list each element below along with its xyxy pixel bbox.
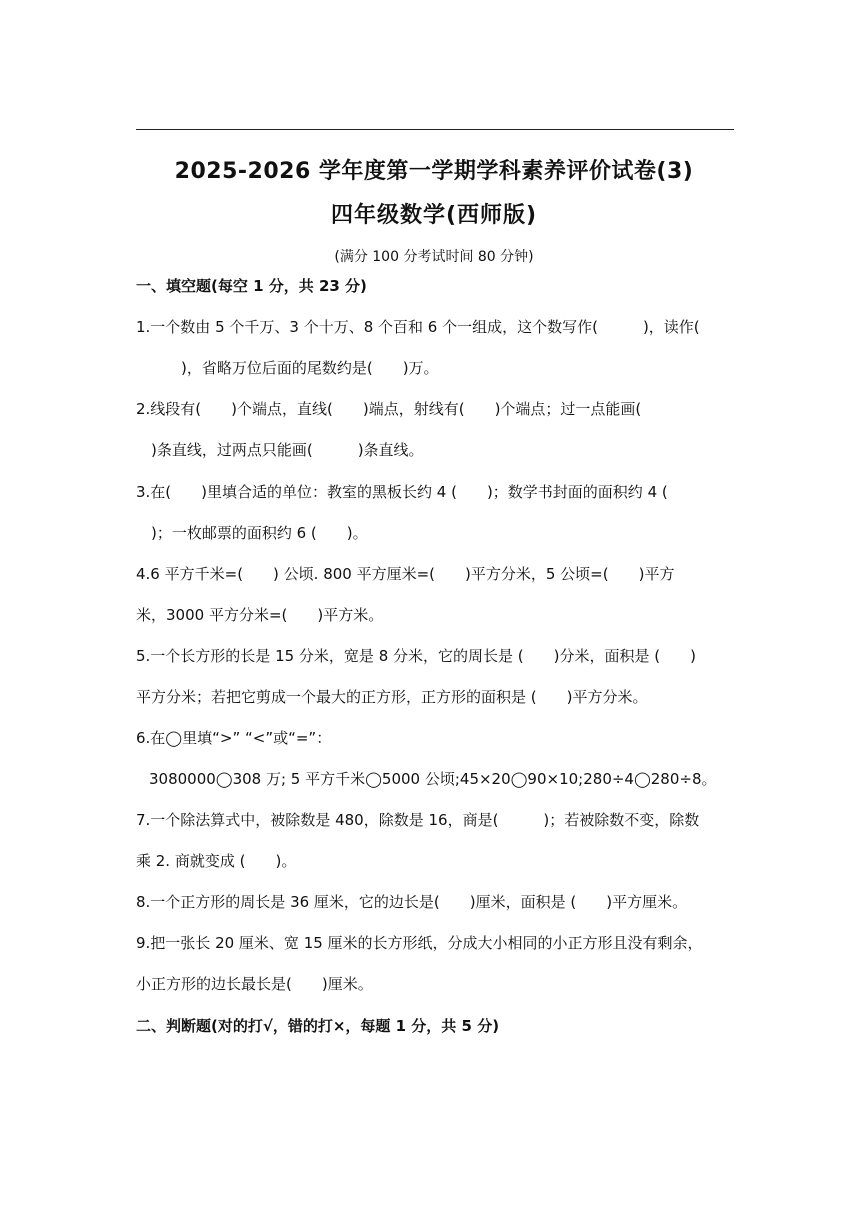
question-5-line-1: 5.一个长方形的长是 15 分米，宽是 8 分米，它的周长是 ( )分米，面积是 ( ) bbox=[136, 647, 696, 665]
section-heading-true-false: 二、判断题(对的打√，错的打×，每题 1 分，共 5 分) bbox=[136, 1017, 500, 1035]
question-9-line-1: 9.把一张长 20 厘米、宽 15 厘米的长方形纸，分成大小相同的小正方形且没有剩余， bbox=[136, 934, 703, 952]
question-2-line-1: 2.线段有( )个端点，直线( )端点，射线有( )个端点；过一点能画( bbox=[136, 400, 642, 418]
question-8-line-1: 8.一个正方形的周长是 36 厘米，它的边长是( )厘米，面积是 ( )平方厘米。 bbox=[136, 893, 688, 911]
question-2-line-2: )条直线，过两点只能画( )条直线。 bbox=[136, 441, 424, 459]
question-9-line-2: 小正方形的边长最长是( )厘米。 bbox=[136, 975, 373, 993]
question-1-line-2: )，省略万位后面的尾数约是( )万。 bbox=[136, 359, 439, 377]
exam-note: (满分 100 分考试时间 80 分钟) bbox=[334, 249, 534, 265]
question-6-line-2: 3080000◯308 万; 5 平方千米◯5000 公顷;45×20◯90×10;280÷4◯280÷8。 bbox=[149, 770, 717, 788]
question-5-line-2: 平方分米；若把它剪成一个最大的正方形，正方形的面积是 ( )平方分米。 bbox=[136, 688, 648, 706]
question-7-line-1: 7.一个除法算式中，被除数是 480，除数是 16，商是( )；若被除数不变，除数 bbox=[136, 811, 700, 829]
question-4-line-1: 4.6 平方千米=( ) 公顷. 800 平方厘米=( )平方分米，5 公顷=( )平方 bbox=[136, 565, 675, 583]
header-rule bbox=[136, 129, 734, 130]
question-3-line-1: 3.在( )里填合适的单位：教室的黑板长约 4 ( )；数学书封面的面积约 4 ( bbox=[136, 483, 668, 501]
question-3-line-2: )；一枚邮票的面积约 6 ( )。 bbox=[136, 524, 368, 542]
question-6-line-1: 6.在◯里填“>” “<”或“=”： bbox=[136, 729, 332, 747]
exam-subtitle: 四年级数学(西师版) bbox=[330, 203, 538, 228]
section-heading-fill-blank: 一、填空题(每空 1 分，共 23 分) bbox=[136, 277, 367, 295]
question-7-line-2: 乘 2. 商就变成 ( )。 bbox=[136, 852, 297, 870]
question-4-line-2: 米，3000 平方分米=( )平方米。 bbox=[136, 606, 384, 624]
question-1-line-1: 1.一个数由 5 个千万、3 个十万、8 个百和 6 个一组成，这个数写作( )，读作( bbox=[136, 318, 700, 336]
exam-title: 2025-2026 学年度第一学期学科素养评价试卷(3) bbox=[174, 159, 694, 184]
